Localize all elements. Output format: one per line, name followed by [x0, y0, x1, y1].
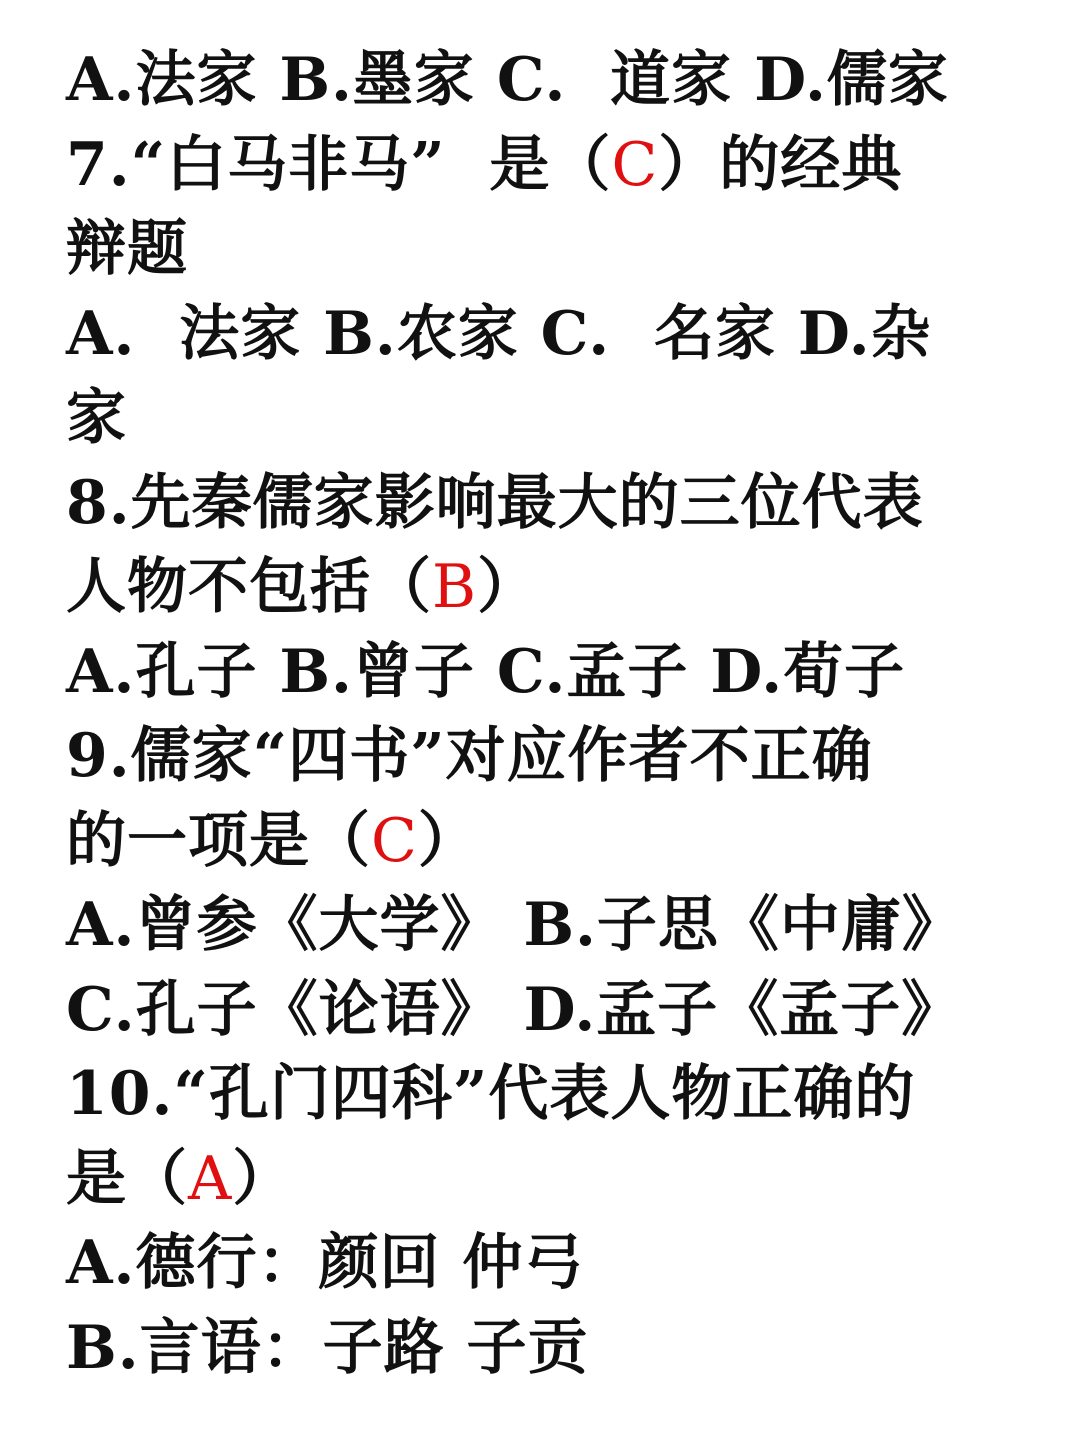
q7-options-continued — [66, 376, 1050, 461]
q7-stem-text-end: ）的经典 — [658, 129, 903, 200]
q7-stem — [66, 123, 1050, 208]
q9-answer: C — [371, 805, 418, 876]
q8-stem-text: 8.先秦儒家影响最大的三位代表 — [66, 467, 924, 538]
q10-option-a — [66, 1221, 1050, 1306]
q9-options-ab — [66, 883, 1050, 968]
q7-answer: C — [611, 129, 659, 200]
q8-options — [66, 630, 1050, 715]
q10-answer: A — [188, 1143, 233, 1214]
q7-stem-continued-text: 辩题 — [66, 214, 188, 284]
q9-stem-continued-text: 的一项是（ — [66, 805, 371, 876]
q9-stem-continued — [66, 799, 1050, 884]
q9-options-cd — [66, 968, 1050, 1053]
q10-stem-continued-text: 是（ — [66, 1143, 188, 1214]
q9-stem — [66, 714, 1050, 799]
q9-stem-close: ） — [417, 805, 479, 876]
q10-stem-text: 10.“孔门四科”代表人物正确的 — [66, 1059, 916, 1129]
q8-stem-close: ） — [477, 552, 539, 622]
q10-stem-continued — [66, 1137, 1050, 1222]
q9-options-cd-text: C.孔子《论语》 D.孟子《孟子》 — [66, 974, 963, 1045]
q6-options-text: A.法家 B.墨家 C. 道家 D.儒家 — [66, 45, 949, 115]
q8-answer: B — [432, 552, 478, 622]
q8-stem-continued-text: 人物不包括（ — [66, 552, 432, 622]
q6-options — [66, 38, 1050, 123]
q10-option-a-text: A.德行：颜回 仲弓 — [66, 1228, 585, 1298]
q7-options — [66, 292, 1050, 377]
q7-options-continued-text: 家 — [66, 383, 127, 453]
q10-stem — [66, 1052, 1050, 1137]
q8-stem — [66, 461, 1050, 546]
q10-option-b-text: B.言语：子路 子贡 — [66, 1312, 589, 1383]
q10-option-b — [66, 1306, 1050, 1391]
q9-options-ab-text: A.曾参《大学》 B.子思《中庸》 — [66, 890, 963, 960]
q9-stem-text: 9.儒家“四书”对应作者不正确 — [66, 721, 873, 791]
q8-options-text: A.孔子 B.曾子 C.孟子 D.荀子 — [66, 636, 906, 707]
q7-options-text: A. 法家 B.农家 C. 名家 D.杂 — [66, 298, 932, 369]
q10-stem-close: ） — [232, 1143, 294, 1214]
q7-stem-continued — [66, 207, 1050, 292]
q7-stem-text-start: 7.“白马非马” 是（ — [66, 129, 612, 200]
q8-stem-continued — [66, 545, 1050, 630]
